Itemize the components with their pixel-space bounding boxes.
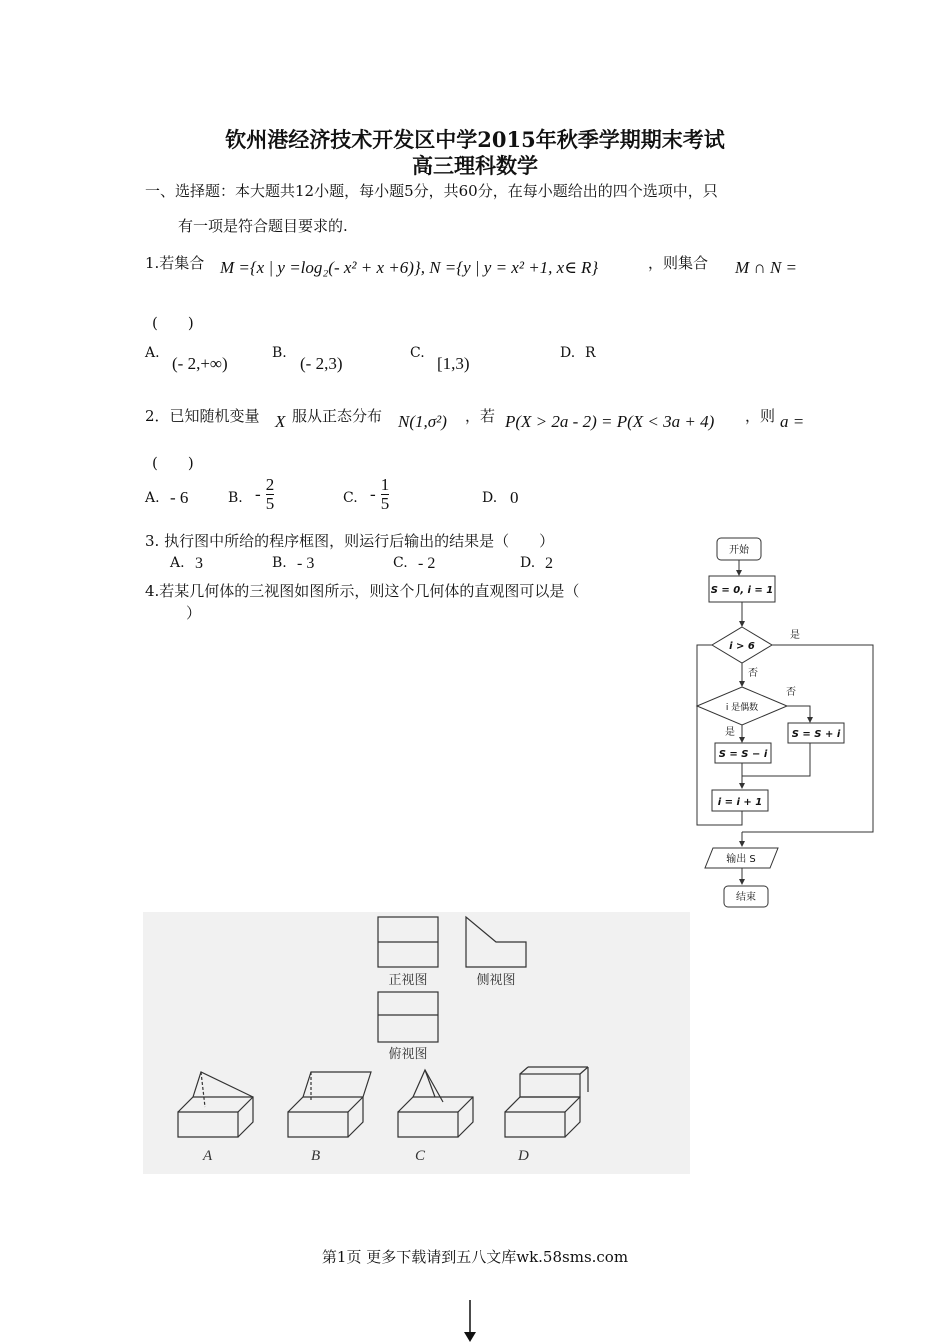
q1-option-a-value: (- 2,+∞) (172, 354, 228, 373)
flow-yes-label-2: 是 (725, 727, 735, 738)
q1-option-b-label: B. (272, 345, 287, 361)
program-flowchart (690, 530, 890, 915)
q2-mid: 服从正态分布 (292, 407, 383, 425)
q2-option-d-value: 0 (510, 488, 519, 507)
q1-option-c-value: [1,3) (437, 354, 470, 373)
choice-d-shape (505, 1067, 588, 1137)
q1-option-c-label: C. (410, 345, 425, 361)
q1-option-a-label: A. (145, 345, 160, 361)
q1-prefix: 1.若集合 (145, 254, 205, 272)
flow-odd-label: S = S + i (791, 729, 841, 740)
flow-start-label: 开始 (729, 545, 749, 556)
q2-distribution: N(1,σ²) (398, 412, 447, 431)
q2-option-d-label: D. (482, 490, 498, 506)
q1-expr: M ∩ N = (735, 258, 797, 277)
flow-yes-label-1: 是 (790, 630, 800, 641)
page-footer: 第1页 更多下载请到五八文库wk.58sms.com (321, 1248, 629, 1266)
q1-option-d-label: D. (560, 345, 576, 361)
choice-b-label: B (311, 1148, 321, 1164)
flow-no-label-1: 否 (748, 668, 758, 679)
front-view-label: 正视图 (388, 973, 428, 988)
section-instructions-line1: 一、选择题：本大题共12小题，每小题5分，共60分，在每小题给出的四个选项中，只 (145, 182, 718, 200)
choice-d-label: D (518, 1148, 529, 1164)
q3-option-b-value: - 3 (297, 555, 315, 572)
flow-cond1-label: i > 6 (729, 641, 755, 652)
q2-condition: P(X > 2a - 2) = P(X < 3a + 4) (505, 412, 715, 431)
three-view-figure (143, 912, 690, 1174)
exam-title: 钦州港经济技术开发区中学2015年秋季学期期末考试 (225, 127, 725, 152)
q3-option-d-value: 2 (545, 555, 553, 572)
flow-no-label-2: 否 (786, 687, 796, 698)
q2-prefix: 2．已知随机变量 (145, 407, 260, 425)
side-view-shape (466, 917, 526, 967)
q1-option-d-value: R (585, 345, 596, 361)
q3-option-c-value: - 2 (418, 555, 436, 572)
side-view-label: 侧视图 (476, 973, 516, 988)
q3-option-a-label: A. (170, 555, 185, 571)
q1-sets: M ={x | y =log₂(- x² + x +6)}, N ={y | y = x² +1, x∈ R} (220, 258, 599, 277)
q4-text-line2: ） (186, 604, 202, 622)
q2-expr: a = (780, 412, 805, 431)
q2-option-b-label: B. (228, 490, 243, 506)
q3-option-d-label: D. (520, 555, 536, 571)
q3-option-a-value: 3 (195, 555, 203, 572)
flow-end-label: 结束 (736, 892, 756, 903)
q3-option-c-label: C. (393, 555, 408, 571)
flow-inc-label: i = i + 1 (717, 797, 763, 808)
q2-then: ，则 (745, 407, 776, 425)
flow-cond2-label: i 是偶数 (725, 703, 759, 713)
q3-option-b-label: B. (272, 555, 287, 571)
down-arrow-icon (460, 1300, 480, 1344)
choice-c-label: C (415, 1148, 426, 1164)
q2-variable: X (275, 412, 286, 431)
q1-option-b-value: (- 2,3) (300, 354, 343, 373)
choice-a-shape (178, 1072, 253, 1137)
choice-b-shape (288, 1072, 371, 1137)
q2-option-c-fraction: $\frac{1}{5}$ (380, 475, 390, 513)
q3-text: 3. 执行图中所给的程序框图，则运行后输出的结果是（ ） (145, 532, 555, 550)
top-view-shape (378, 992, 438, 1042)
choice-c-shape (398, 1070, 473, 1137)
q2-option-c-value: - $\frac{1}{5}$ (370, 475, 390, 513)
section-instructions-line2: 有一项是符合题目要求的. (178, 217, 348, 235)
q2-if: ，若 (465, 407, 496, 425)
flow-even-label: S = S − i (718, 749, 768, 760)
flow-output-label: 输出 S (726, 854, 756, 865)
q2-option-b-fraction: $\frac{2}{5}$ (265, 475, 275, 513)
q2-option-b-value: - $\frac{2}{5}$ (255, 475, 275, 513)
q1-suffix: ，则集合 (648, 254, 709, 272)
q2-option-c-label: C. (343, 490, 358, 506)
q2-option-a-value: - 6 (170, 488, 189, 507)
q4-text-line1: 4.若某几何体的三视图如图所示，则这个几何体的直观图可以是（ (145, 582, 580, 600)
top-view-label: 俯视图 (388, 1047, 428, 1062)
choice-a-label: A (203, 1148, 213, 1164)
q2-option-a-label: A. (145, 490, 160, 506)
q2-answer-paren: ( ) (152, 454, 194, 472)
exam-subtitle: 高三理科数学 (412, 153, 538, 178)
q1-answer-paren: ( ) (152, 314, 194, 332)
flow-init-label: S = 0, i = 1 (710, 585, 774, 596)
